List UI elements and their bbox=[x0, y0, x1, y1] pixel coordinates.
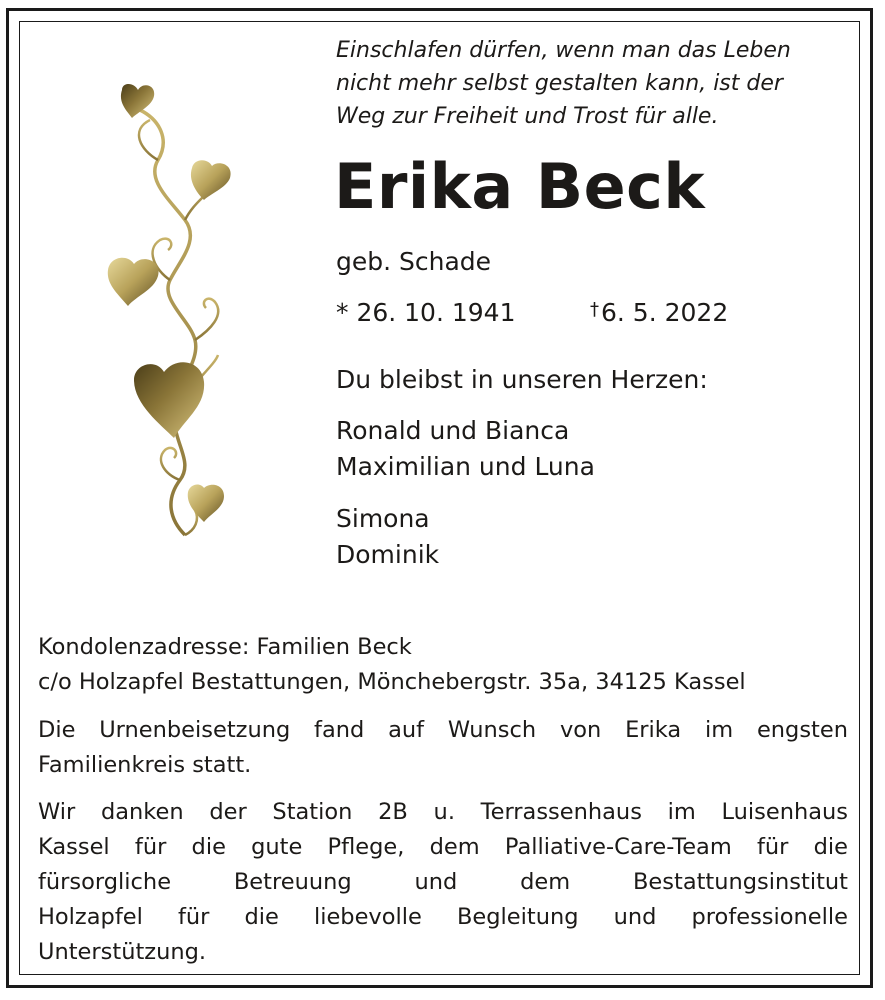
thanks-line: Holzapfel für die liebevolle Begleitung und professionelle bbox=[38, 904, 848, 930]
maiden-name: geb. Schade bbox=[336, 247, 492, 276]
thanks-line: fürsorgliche Betreuung und dem Bestattungsinstitut bbox=[38, 869, 848, 895]
poem bbox=[336, 34, 836, 133]
cross-icon: † bbox=[590, 299, 599, 320]
mourner-name: Dominik bbox=[336, 540, 440, 569]
death-date-block bbox=[590, 298, 728, 327]
condolence-line: Kondolenzadresse: Familien Beck bbox=[38, 634, 412, 660]
condolence-line: c/o Holzapfel Bestattungen, Mönchebergstr. 35a, 34125 Kassel bbox=[38, 669, 746, 695]
burial-line: Die Urnenbeisetzung fand auf Wunsch von Erika im engsten bbox=[38, 717, 848, 743]
poem-line: Einschlafen dürfen, wenn man das Leben bbox=[336, 38, 791, 63]
mourner-name: Simona bbox=[336, 504, 430, 533]
mourner-group-1 bbox=[336, 413, 595, 485]
thanks-line: Kassel für die gute Pflege, dem Palliative-Care-Team für die bbox=[38, 834, 848, 860]
burial-line: Familienkreis statt. bbox=[38, 752, 252, 778]
thanks-line: Wir danken der Station 2B u. Terrassenhaus im Luisenhaus bbox=[38, 799, 848, 825]
burial-notice bbox=[38, 713, 848, 783]
mourner-name: Ronald und Bianca bbox=[336, 416, 570, 445]
condolence-address bbox=[38, 630, 848, 700]
golden-hearts-vine-icon bbox=[100, 80, 250, 550]
poem-line: Weg zur Freiheit und Trost für alle. bbox=[336, 104, 719, 129]
birth-date: * 26. 10. 1941 bbox=[336, 298, 516, 327]
poem-line: nicht mehr selbst gestalten kann, ist der bbox=[336, 71, 783, 96]
mourner-group-2 bbox=[336, 501, 439, 573]
thanks-line: Unterstützung. bbox=[38, 939, 207, 965]
death-date: 6. 5. 2022 bbox=[601, 298, 729, 327]
farewell-line: Du bleibst in unseren Herzen: bbox=[336, 365, 708, 394]
thanks-paragraph bbox=[38, 795, 848, 970]
deceased-name: Erika Beck bbox=[334, 150, 706, 223]
mourner-name: Maximilian und Luna bbox=[336, 452, 595, 481]
